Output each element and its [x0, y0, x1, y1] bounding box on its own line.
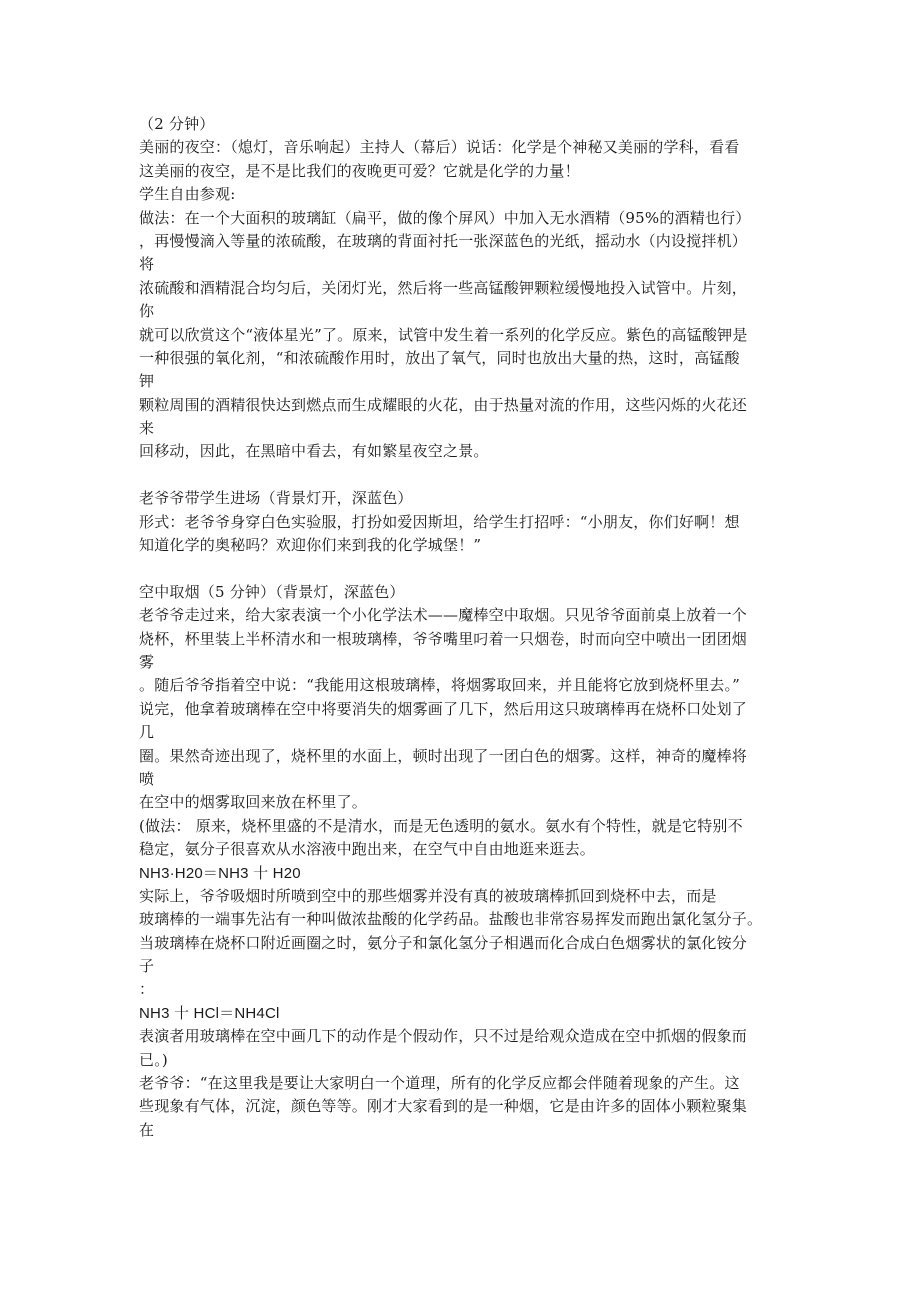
chemical-equation: NH3 十 HCl＝NH4Cl	[139, 1004, 280, 1022]
blank-line	[139, 464, 799, 487]
text-line: (做法： 原来，烧杯里盛的不是清水，而是无色透明的氨水。氨水有个特性，就是它特别不	[139, 816, 743, 835]
text-line: 颗粒周围的酒精很快达到燃点而生成耀眼的火花，由于热量对流的作用，这些闪烁的火花还	[139, 395, 748, 414]
blank-line	[139, 557, 799, 580]
text-line: 浓硫酸和酒精混合均匀后，关闭灯光，然后将一些高锰酸钾颗粒缓慢地投入试管中。片刻，	[139, 278, 748, 297]
section-heading: 老爷爷带学生进场（背景灯开，深蓝色）	[139, 489, 413, 508]
time-note: （2 分钟）	[139, 115, 215, 133]
text-line: 玻璃棒的一端事先沾有一种叫做浓盐酸的化学药品。盐酸也非常容易挥发而跑出氯化氢分子。	[139, 910, 763, 929]
text-line: 当玻璃棒在烧杯口附近画圈之时，氨分子和氯化氢分子相遇而化合成白色烟雾状的氯化铵分	[139, 933, 748, 952]
text-line: 你	[139, 302, 155, 321]
text-line: 知道化学的奥秘吗？欢迎你们来到我的化学城堡！”	[139, 536, 482, 555]
text-line: 做法：在一个大面积的玻璃缸（扁平，做的像个屏风）中加入无水酒精（95%的酒精也行）	[139, 208, 751, 227]
text-line: 在空中的烟雾取回来放在杯里了。	[139, 793, 368, 812]
section-heading: 空中取烟（5 分钟）（背景灯，深蓝色）	[139, 582, 405, 601]
chemical-equation: NH3·H20＝NH3 十 H20	[139, 864, 301, 882]
text-line: 已。)	[139, 1050, 168, 1069]
text-line: 子	[139, 957, 155, 976]
document-body	[139, 113, 799, 1142]
text-line: 美丽的夜空：（熄灯，音乐响起）主持人（幕后）说话：化学是个神秘又美丽的学科，看看	[139, 138, 740, 157]
text-line: 烧杯，杯里装上半杯清水和一根玻璃棒，爷爷嘴里叼着一只烟卷，时而向空中喷出一团团烟	[139, 629, 748, 648]
text-line: 来	[139, 419, 155, 438]
text-line: 学生自由参观:	[139, 185, 236, 204]
text-line: ：	[139, 980, 155, 999]
text-line: 在	[139, 1120, 155, 1139]
text-line: 形式：老爷爷身穿白色实验服，打扮如爱因斯坦，给学生打招呼：“小朋友，你们好啊！想	[139, 512, 740, 531]
text-line: ，再慢慢滴入等量的浓硫酸，在玻璃的背面衬托一张深蓝色的光纸，摇动水（内设搅拌机）	[139, 231, 748, 250]
text-line: 。随后爷爷指着空中说：“我能用这根玻璃棒，将烟雾取回来，并且能将它放到烧杯里去。”	[139, 676, 741, 695]
text-line: 说完，他拿着玻璃棒在空中将要消失的烟雾画了几下，然后用这只玻璃棒再在烧杯口处划了	[139, 699, 748, 718]
text-line: 实际上，爷爷吸烟时所喷到空中的那些烟雾并没有真的被玻璃棒抓回到烧杯中去，而是	[139, 886, 717, 905]
text-line: 稳定，氨分子很喜欢从水溶液中跑出来，在空气中自由地逛来逛去。	[139, 840, 596, 859]
text-line: 一种很强的氧化剂，“和浓硫酸作用时，放出了氧气，同时也放出大量的热，这时，高锰酸	[139, 348, 740, 367]
text-line: 表演者用玻璃棒在空中画几下的动作是个假动作，只不过是给观众造成在空中抓烟的假象而	[139, 1027, 748, 1046]
text-line: 将	[139, 255, 155, 274]
text-line: 老爷爷：“在这里我是要让大家明白一个道理，所有的化学反应都会伴随着现象的产生。这	[139, 1074, 740, 1093]
text-line: 几	[139, 723, 155, 742]
text-line: 喷	[139, 769, 155, 788]
text-line: 些现象有气体，沉淀，颜色等等。刚才大家看到的是一种烟，它是由许多的固体小颗粒聚集	[139, 1097, 748, 1116]
text-line: 雾	[139, 652, 155, 671]
text-line: 钾	[139, 372, 155, 391]
text-line: 就可以欣赏这个“液体星光”了。原来，试管中发生着一系列的化学反应。紫色的高锰酸钾是	[139, 325, 748, 344]
text-line: 老爷爷走过来，给大家表演一个小化学法术——魔棒空中取烟。只见爷爷面前桌上放着一个	[139, 606, 748, 625]
text-line: 回移动，因此，在黑暗中看去，有如繁星夜空之景。	[139, 442, 489, 461]
text-line: 圈。果然奇迹出现了，烧杯里的水面上，顿时出现了一团白色的烟雾。这样，神奇的魔棒将	[139, 746, 748, 765]
text-line: 这美丽的夜空，是不是比我们的夜晚更可爱？它就是化学的力量！	[139, 161, 580, 180]
